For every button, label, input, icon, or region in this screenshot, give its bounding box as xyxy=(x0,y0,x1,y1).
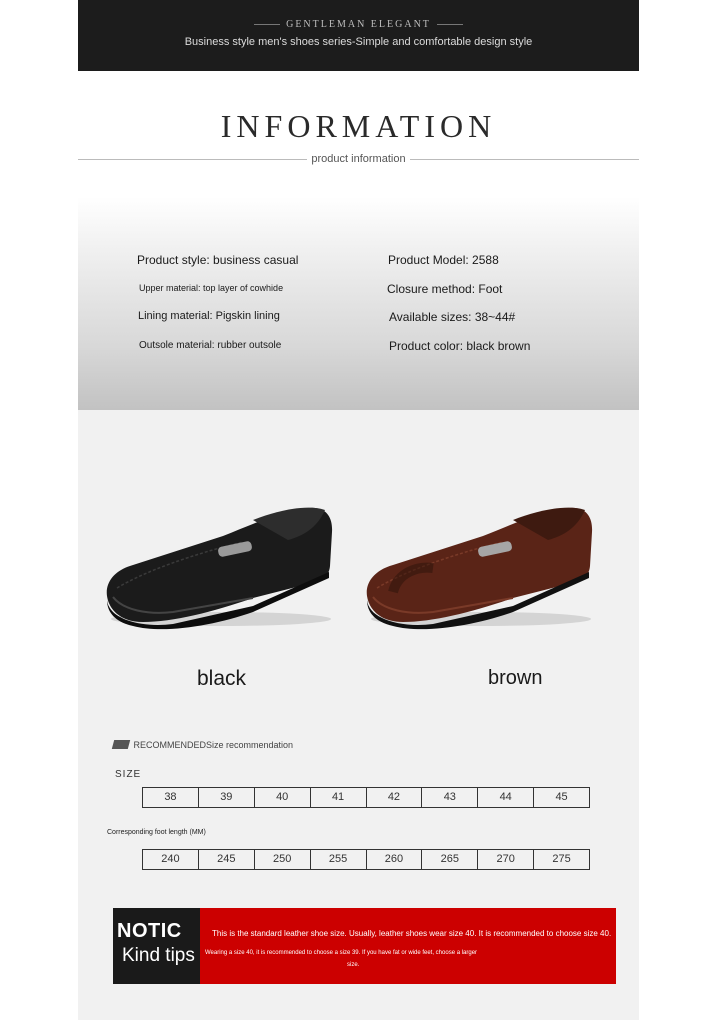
kind-tips-box xyxy=(113,908,616,984)
size-cell: 38 xyxy=(164,791,177,803)
spec-lining: Lining material: Pigskin lining xyxy=(138,310,280,322)
length-cell: 245 xyxy=(198,850,254,869)
spec-upper: Upper material: top layer of cowhide xyxy=(139,283,284,293)
size-cell: 44 xyxy=(477,788,533,807)
spec-outsole: Outsole material: rubber outsole xyxy=(139,340,282,351)
foot-length-table xyxy=(142,849,590,870)
spec-style: Product style: business casual xyxy=(137,253,299,267)
size-recommendation-heading xyxy=(113,736,293,752)
spec-model: Product Model: 2588 xyxy=(388,253,499,267)
size-cell: 45 xyxy=(533,788,589,807)
length-cell: 265 xyxy=(421,850,477,869)
tips-line-2: Wearing a size 40, it is recommended to choose a size 39. If you have fat or wide feet, choose a larger xyxy=(205,950,478,956)
information-subtitle: product information xyxy=(78,153,639,165)
product-info-panel xyxy=(78,197,639,410)
banner-tagline: GENTLEMAN ELEGANT xyxy=(78,19,639,30)
brown-shoe-image xyxy=(363,502,598,632)
black-shoe-image xyxy=(103,502,338,632)
heading-bold: RECOMMENDED xyxy=(133,739,206,750)
header-banner xyxy=(78,0,639,71)
tips-line-1: This is the standard leather shoe size. Usually, leather shoes wear size 40. It is recommended to choose size 40. xyxy=(212,929,612,938)
heading-rest: Size recommendation xyxy=(205,739,294,750)
length-cell: 275 xyxy=(533,850,589,869)
size-label: SIZE xyxy=(115,769,142,780)
kind-tips-heading: Kind tips xyxy=(122,945,195,966)
spec-closure: Closure method: Foot xyxy=(387,282,503,296)
length-cell: 250 xyxy=(254,850,310,869)
tips-line-3: size. xyxy=(347,962,360,968)
foot-length-label: Corresponding foot length (MM) xyxy=(107,829,206,836)
length-cell: 240 xyxy=(161,853,180,865)
information-title: INFORMATION xyxy=(220,108,497,144)
length-cell: 260 xyxy=(366,850,422,869)
heading-marker xyxy=(112,740,130,749)
size-cell: 43 xyxy=(421,788,477,807)
size-cell: 42 xyxy=(366,788,422,807)
size-cell: 41 xyxy=(310,788,366,807)
size-table xyxy=(142,787,590,808)
banner-subtitle: Business style men's shoes series-Simple and comfortable design style xyxy=(184,36,533,48)
spec-sizes: Available sizes: 38~44# xyxy=(389,310,516,324)
size-cell: 39 xyxy=(198,788,254,807)
spec-color: Product color: black brown xyxy=(389,339,531,353)
notic-heading: NOTIC xyxy=(117,920,182,942)
brown-color-label: brown xyxy=(488,667,543,689)
black-color-label: black xyxy=(197,667,247,690)
length-cell: 255 xyxy=(310,850,366,869)
length-cell: 270 xyxy=(477,850,533,869)
information-subtitle-row xyxy=(78,153,639,167)
size-cell: 40 xyxy=(254,788,310,807)
